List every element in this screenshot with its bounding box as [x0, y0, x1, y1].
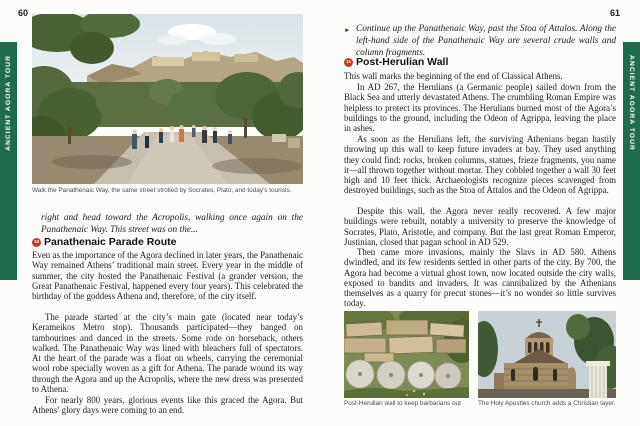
body-paragraph: This wall marks the beginning of the end of Classical Athens. — [344, 71, 563, 81]
page-number-left: 60 — [18, 8, 29, 18]
chapter-tab-label: ANCIENT AGORA TOUR — [628, 55, 635, 151]
photo-captions-row — [344, 400, 616, 408]
body-paragraph: Even as the importance of the Agora declined in later years, the Panathenaic Way remained Athens’ traditional main street. Every year in the middle of summer, the city hosted the Panathenaic Festival (a grander version, the Great Panathenaic Festival, happened every four years). This celebrated the birthday of the goddess Athena and, therefore, of the city itself. — [32, 250, 303, 302]
post-herulian-wall-photo — [344, 311, 469, 398]
body-paragraph: Despite this wall, the Agora never really recovered. A few major buildings were rebuilt, notably a university to preserve the knowledge of Socrates, Plato, Aristotle, and company. But the last great Roman Emperor, Justinian, closed that pagan school in AD 529. — [344, 206, 616, 247]
photo-caption: Post-Herulian wall to keep barbarians out — [344, 400, 461, 407]
tour-stop-number-icon: 11 — [345, 59, 352, 65]
section-title: Post-Herulian Wall — [356, 56, 449, 68]
panathenaic-way-photo — [32, 14, 303, 184]
chapter-tab-left — [0, 42, 17, 280]
photo-row — [344, 311, 616, 398]
left-page — [32, 0, 303, 426]
chapter-tab-label: ANCIENT AGORA TOUR — [5, 55, 12, 151]
chapter-tab-right — [623, 42, 640, 280]
continued-direction-text: right and head toward the Acropolis, walking once again on the Panathenaic Way. This street was on the... — [41, 213, 303, 236]
body-paragraph: Then came more invasions, mainly the Slavs in AD 580. Athens dwindled, and its few residents settled in other parts of the city. By 700, the Agora had become a virtual ghost town, now located outside the city walls, exposed to bandits and invaders. It was cannibalized by the Athenians themselves as a quarry for precut stones—it’s no wonder so little survives today. — [344, 247, 616, 309]
section-title: Panathenaic Parade Route — [44, 236, 177, 248]
tour-stop-number-icon: 10 — [33, 239, 40, 245]
right-page — [344, 0, 616, 426]
section-heading-panathenaic-parade-route — [32, 236, 176, 248]
holy-apostles-church-photo — [478, 311, 616, 398]
main-photo-caption: Walk the Panathenaic Way, the same street strolled by Socrates, Plato, and today’s tourists. — [32, 187, 292, 194]
direction-note-text: Continue up the Panathenaic Way, past the Stoa of Attalos. Along the left-hand side of the Panathenaic Way are several crude walls and column fragments. — [356, 24, 616, 59]
body-paragraph: The parade started at the city’s main gate (located near today’s Kerameikos Metro stop). Thousands participated—they banged on tambourines and danced in the streets. Some rode on horseback, others walked. The Panathenaic Way was lined with bleachers full of spectators. At the heart of the parade was a float on wheels, carrying the ceremonial wool robe specially woven as a gift for Athena. The parade wound its way through the Agora and up the Acropolis, where the new dress was presented to Athena. — [32, 312, 303, 395]
direction-note — [344, 23, 616, 59]
page-number-right: 61 — [609, 8, 620, 18]
photo-caption: The Holy Apostles church adds a Christian layer. — [478, 400, 616, 407]
section-heading-post-herulian-wall — [344, 56, 448, 68]
body-paragraph: For nearly 800 years, glorious events like this graced the Agora. But Athens’ glory days were coming to an end. — [32, 395, 303, 416]
direction-arrow-icon: ► — [344, 26, 351, 34]
body-paragraph: As soon as the Herulians left, the surviving Athenians began hastily throwing up this wall to keep future invaders at bay. They used anything they could find: rocks, broken columns, statues, frieze fragments, you name it—all thrown together without mortar. They cobbled together a wall 30 feet high and 10 feet thick. Archaeologists recognize pieces scavenged from destroyed buildings, such as the Stoa of Attalos and the Odeon of Agrippa. — [344, 134, 616, 196]
body-paragraph: In AD 267, the Herulians (a Germanic people) sailed down from the Black Sea and utterly devastated Athens. The crumbling Roman Empire was helpless to protect its provinces. The Herulians burned most of the Agora’s buildings to the ground, including the Odeon of Agrippa, leaving the place in ashes. — [344, 82, 616, 134]
